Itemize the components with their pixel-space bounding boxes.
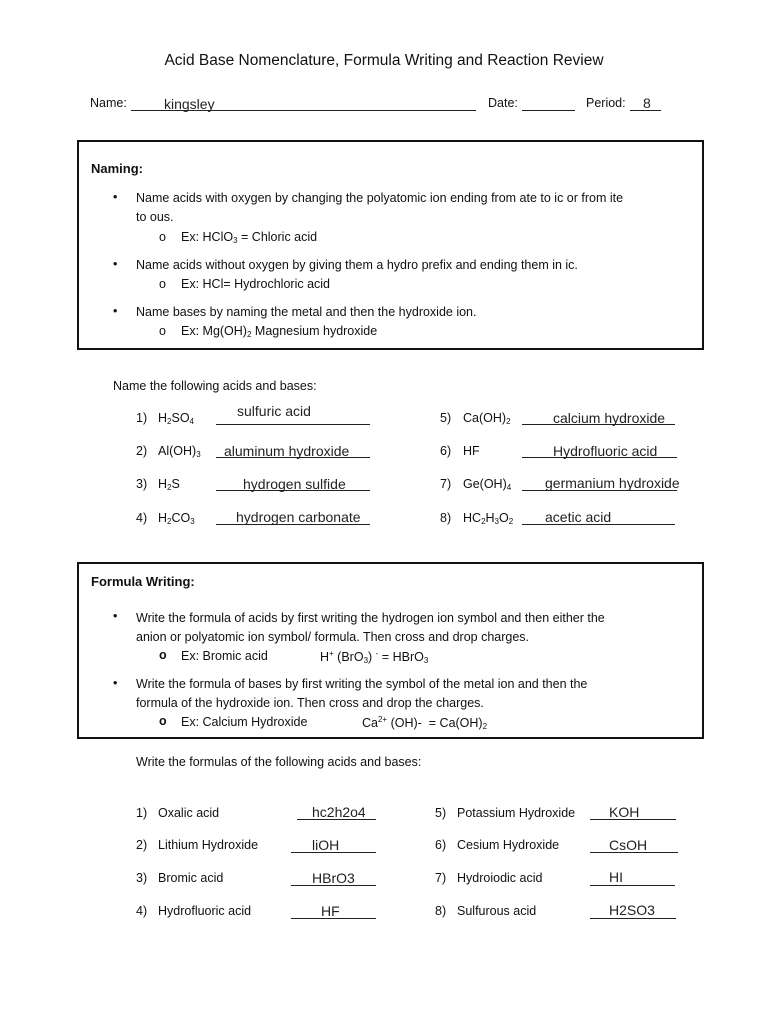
item-number: 7) — [440, 477, 452, 491]
answer-field[interactable]: hc2h2o4 — [312, 804, 366, 820]
answer-underline — [590, 918, 676, 919]
sub-bullet-icon: o — [159, 714, 167, 728]
item-number: 2) — [136, 444, 148, 458]
item-number: 3) — [136, 871, 148, 885]
formula-example-1: H+ (BrO$_3$) - = HBrO$_3$ — [320, 649, 429, 665]
formula-rule-2: Write the formula of bases by first writing the symbol of the metal ion and then the — [136, 677, 588, 691]
compound-name: Potassium Hydroxide — [457, 806, 576, 820]
answer-field[interactable]: hydrogen sulfide — [243, 476, 346, 492]
compound-name: Hydroiodic acid — [457, 871, 543, 885]
formula-h2s: $H_2S$ — [158, 477, 180, 492]
period-field[interactable]: 8 — [643, 95, 651, 111]
formula-rule-1-cont: anion or polyatomic ion symbol/ formula. Then cross and drop charges. — [136, 630, 530, 644]
bullet-icon: • — [113, 609, 118, 623]
answer-field[interactable]: acetic acid — [545, 509, 612, 525]
item-number: 1) — [136, 411, 148, 425]
formula-rule-1: Write the formula of acids by first writing the hydrogen ion symbol and then either the — [136, 611, 605, 625]
naming-rule-3: Name bases by naming the metal and then the hydroxide ion. — [136, 305, 477, 319]
formula-example-2-label: Ex: Calcium Hydroxide — [181, 715, 308, 729]
compound-name: Hydrofluoric acid — [158, 904, 252, 918]
item-number: 2) — [136, 838, 148, 852]
date-label: Date: — [488, 96, 518, 110]
sub-bullet-icon: o — [159, 230, 166, 244]
answer-field[interactable]: CsOH — [609, 837, 648, 853]
item-number: 6) — [440, 444, 452, 458]
compound-name: Bromic acid — [158, 871, 224, 885]
naming-rule-1-cont: to ous. — [136, 210, 174, 224]
answer-field[interactable]: Hydrofluoric acid — [553, 443, 658, 459]
bullet-icon: • — [113, 257, 118, 271]
naming-example-3: Ex: $Mg(OH)_2$ Magnesium hydroxide — [181, 324, 378, 339]
naming-instruction: Name the following acids and bases: — [113, 379, 317, 393]
answer-field[interactable]: HI — [609, 869, 623, 885]
answer-field[interactable]: H2SO3 — [609, 902, 655, 918]
formula-rule-2-cont: formula of the hydroxide ion. Then cross and drop the charges. — [136, 696, 484, 710]
bullet-icon: • — [113, 190, 118, 204]
naming-example-2: Ex: HCl= Hydrochloric acid — [181, 277, 331, 291]
formula-hf: HF — [463, 444, 480, 458]
answer-field[interactable]: KOH — [609, 804, 640, 820]
naming-rule-2: Name acids without oxygen by giving them a hydro prefix and ending them in ic. — [136, 258, 578, 272]
item-number: 8) — [440, 511, 452, 525]
item-number: 4) — [136, 511, 148, 525]
naming-rule-1: Name acids with oxygen by changing the polyatomic ion ending from ate to ic or from ite — [136, 191, 624, 205]
formula-aloh3: $Al(OH)_3$ — [158, 444, 201, 459]
answer-field[interactable]: HF — [321, 903, 340, 919]
item-number: 4) — [136, 904, 148, 918]
formula-instruction: Write the formulas of the following acids and bases: — [136, 755, 422, 769]
bullet-icon: • — [113, 304, 118, 318]
compound-name: Sulfurous acid — [457, 904, 537, 918]
item-number: 6) — [435, 838, 447, 852]
answer-field[interactable]: sulfuric acid — [237, 403, 311, 419]
period-label: Period: — [586, 96, 626, 110]
naming-heading: Naming: — [91, 161, 143, 176]
sub-bullet-icon: o — [159, 324, 166, 338]
date-field[interactable] — [522, 110, 575, 111]
item-number: 3) — [136, 477, 148, 491]
sub-bullet-icon: o — [159, 277, 166, 291]
compound-name: Lithium Hydroxide — [158, 838, 259, 852]
formula-hc2h3o2: $HC_2H_3O_2$ — [463, 511, 514, 526]
compound-name: Oxalic acid — [158, 806, 220, 820]
item-number: 7) — [435, 871, 447, 885]
answer-underline — [590, 885, 675, 886]
item-number: 5) — [435, 806, 447, 820]
compound-name: Cesium Hydroxide — [457, 838, 560, 852]
answer-underline — [216, 424, 370, 425]
bullet-icon: • — [113, 676, 118, 690]
formula-heading: Formula Writing: — [91, 574, 195, 589]
formula-h2so4: $H_2SO_4$ — [158, 411, 194, 426]
formula-example-1-label: Ex: Bromic acid — [181, 649, 268, 663]
formula-example-2: $Ca^{2+}$ $(OH)- = Ca(OH)_2$ — [362, 715, 488, 731]
answer-field[interactable]: liOH — [312, 837, 340, 853]
answer-field[interactable]: hydrogen carbonate — [236, 509, 361, 525]
item-number: 5) — [440, 411, 452, 425]
formula-geoh4: $Ge(OH)_4$ — [463, 477, 512, 492]
answer-field[interactable]: germanium hydroxide — [545, 475, 680, 491]
naming-example-1: Ex: HClO$_3$ = Chloric acid — [181, 230, 318, 245]
answer-field[interactable]: calcium hydroxide — [553, 410, 666, 426]
page-title: Acid Base Nomenclature, Formula Writing and Reaction Review — [164, 52, 604, 69]
answer-field[interactable]: HBrO3 — [312, 870, 355, 886]
name-label: Name: — [90, 96, 127, 110]
name-field[interactable]: kingsley — [164, 96, 215, 112]
formula-caoh2: $Ca(OH)_2$ — [463, 411, 511, 426]
item-number: 1) — [136, 806, 148, 820]
sub-bullet-icon: o — [159, 648, 167, 662]
answer-field[interactable]: aluminum hydroxide — [224, 443, 350, 459]
item-number: 8) — [435, 904, 447, 918]
formula-h2co3: $H_2CO_3$ — [158, 511, 195, 526]
